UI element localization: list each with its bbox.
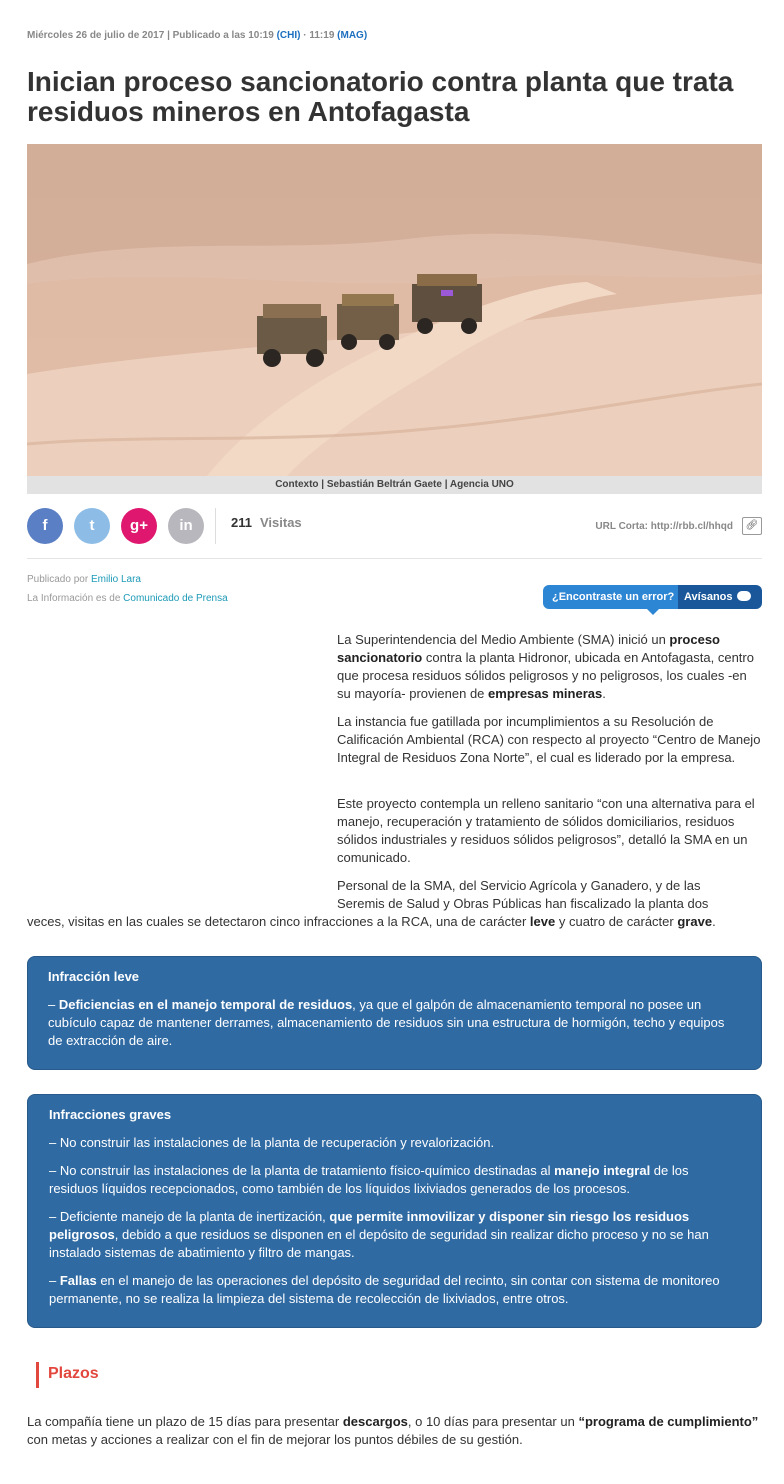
photo-caption: Contexto | Sebastián Beltrán Gaete | Agencia UNO (27, 476, 762, 494)
report-error-action: Avísanos (684, 591, 733, 603)
article-headline: Inician proceso sancionatorio contra planta que trata residuos mineros en Antofagasta (27, 66, 734, 127)
g2-c: de los residuos líquidos recepcionados, como también de los líquidos lixiviados generados de los procesos. (49, 1163, 689, 1196)
source-label: La Información es de (27, 593, 121, 604)
g2-a: – No construir las instalaciones de la planta de tratamiento físico-químico destinadas al (49, 1163, 555, 1178)
g4-c: en el manejo de las operaciones del depósito de seguridad del recinto, sin contar con sistema de monitoreo permanente, no se realiza la limpieza del sistema de recolección de lixiviados, entre otros. (49, 1273, 720, 1306)
p4-bold-leve: leve (529, 914, 556, 929)
plazos-bold-programa: “programa de cumplimiento” (578, 1414, 759, 1429)
publish-date: Miércoles 26 de julio de 2017 | Publicado a las 10:19 (27, 30, 274, 41)
g3-a: – Deficiente manejo de la planta de inertización, (49, 1209, 330, 1224)
mine-trucks-image (27, 144, 762, 476)
visits-counter (231, 515, 302, 530)
visits-label: Visitas (259, 515, 302, 530)
author-link[interactable]: Emilio Lara (90, 574, 141, 585)
plazos-paragraph (27, 1413, 762, 1449)
plazos-text-a: La compañía tiene un plazo de 15 días para presentar (27, 1414, 343, 1429)
plazos-text-e: con metas y acciones a realizar con el fin de mejorar los puntos débiles de su gestión. (27, 1432, 523, 1447)
grave-item-1: – No construir las instalaciones de la planta de recuperación y revalorización. (49, 1135, 495, 1150)
leve-rest: , ya que el galpón de almacenamiento temporal no posee un cubículo capaz de mantener derrames, almacenamiento de residuos sin una estructura de hormigón, techo y equipos de extracción de aire. (48, 997, 725, 1048)
link-icon[interactable]: 🔗︎ (742, 517, 762, 535)
p1-text-c: contra la planta Hidronor, ubicada en Antofagasta, centro que procesa residuos sólidos peligrosos y no peligrosos, los cuales -en su mayoría- provienen de (337, 650, 754, 701)
publish-meta (27, 30, 367, 41)
infracciones-graves-box (27, 1094, 762, 1328)
report-error-button[interactable] (678, 585, 762, 609)
byline-author (27, 574, 141, 585)
article-photo (27, 144, 762, 476)
published-by-label: Publicado por (27, 574, 89, 585)
article-paragraph-2: La instancia fue gatillada por incumplimientos a su Resolución de Calificación Ambiental (RCA) con respecto al proyecto “Centro de Manejo Integral de Residuos Zona Norte”, el cual es liderado por la empresa. (337, 714, 761, 765)
speech-bubble-icon (737, 591, 751, 601)
g4-a: – (49, 1273, 60, 1288)
p4-bold-grave: grave (677, 914, 713, 929)
facebook-icon: f (42, 517, 48, 534)
linkedin-share-button[interactable] (168, 508, 204, 544)
visits-count: 211 (231, 515, 252, 530)
source-link[interactable]: Comunicado de Prensa (123, 593, 228, 604)
infraccion-leve-item (48, 996, 741, 1050)
facebook-share-button[interactable] (27, 508, 63, 544)
short-url[interactable]: URL Corta: http://rbb.cl/hhqd (595, 521, 733, 532)
g4-bold: Fallas (59, 1273, 97, 1288)
article-paragraph-4-line3 (27, 913, 767, 931)
grave-item-4 (49, 1272, 740, 1308)
plazos-heading: Plazos (48, 1365, 99, 1382)
article-paragraph-1 (337, 631, 762, 703)
infraccion-leve-title: Infracción leve (48, 969, 140, 984)
share-bottom-divider (27, 558, 762, 559)
p4-text-e: . (712, 914, 716, 929)
article-paragraph-4-line2: Seremis de Salud y Obras Públicas han fiscalizado la planta dos (337, 896, 709, 911)
linkedin-icon: in (179, 517, 193, 534)
p4-text-a: veces, visitas en las cuales se detectaron cinco infracciones a la RCA, una de carácter (27, 914, 530, 929)
p1-text-a: La Superintendencia del Medio Ambiente (SMA) inició un (337, 632, 670, 647)
googleplus-share-button[interactable] (121, 508, 157, 544)
twitter-icon: t (89, 517, 95, 534)
report-error-question[interactable]: ¿Encontraste un error? (543, 585, 678, 609)
infraccion-leve-box (27, 956, 762, 1070)
timezone-chile-link[interactable]: (CHI) (276, 30, 301, 41)
grave-item-3 (49, 1208, 740, 1262)
time-separator: · 11:19 (300, 30, 338, 41)
timezone-magallanes-link[interactable]: (MAG) (337, 30, 368, 41)
p1-bold-empresas: empresas mineras (488, 686, 603, 701)
infracciones-graves-title: Infracciones graves (49, 1107, 172, 1122)
g2-bold: manejo integral (554, 1163, 651, 1178)
plazos-text-c: , o 10 días para presentar un (407, 1414, 579, 1429)
report-error-widget[interactable] (543, 585, 762, 609)
plazos-accent-bar (36, 1362, 39, 1388)
article-paragraph-4-line1: Personal de la SMA, del Servicio Agrícola y Ganadero, y de las (337, 878, 701, 893)
g3-c: , debido a que residuos se disponen en el depósito de seguridad sin realizar dicho proceso y no se han instalado sistemas de abatimiento y filtro de mangas. (49, 1227, 709, 1260)
p1-bold-proceso: proceso sancionatorio (337, 632, 720, 665)
plazos-bold-descargos: descargos (342, 1414, 408, 1429)
twitter-share-button[interactable] (74, 508, 110, 544)
leve-bold: Deficiencias en el manejo temporal de residuos (58, 997, 353, 1012)
share-divider (215, 508, 216, 544)
grave-item-2 (49, 1162, 740, 1198)
g3-bold: que permite inmovilizar y disponer sin riesgo los residuos peligrosos (49, 1209, 690, 1242)
p4-text-c: y cuatro de carácter (555, 914, 678, 929)
article-paragraph-3: Este proyecto contempla un relleno sanitario “con una alternativa para el manejo, recuperación y tratamiento de sólidos domiciliarios, residuos sólidos industriales y residuos sólidos peligrosos”, detalló la SMA en un comunicado. (337, 796, 755, 865)
byline-source (27, 593, 228, 604)
googleplus-icon: g+ (130, 517, 148, 534)
leve-dash: – (48, 997, 59, 1012)
p1-text-e: . (602, 686, 606, 701)
